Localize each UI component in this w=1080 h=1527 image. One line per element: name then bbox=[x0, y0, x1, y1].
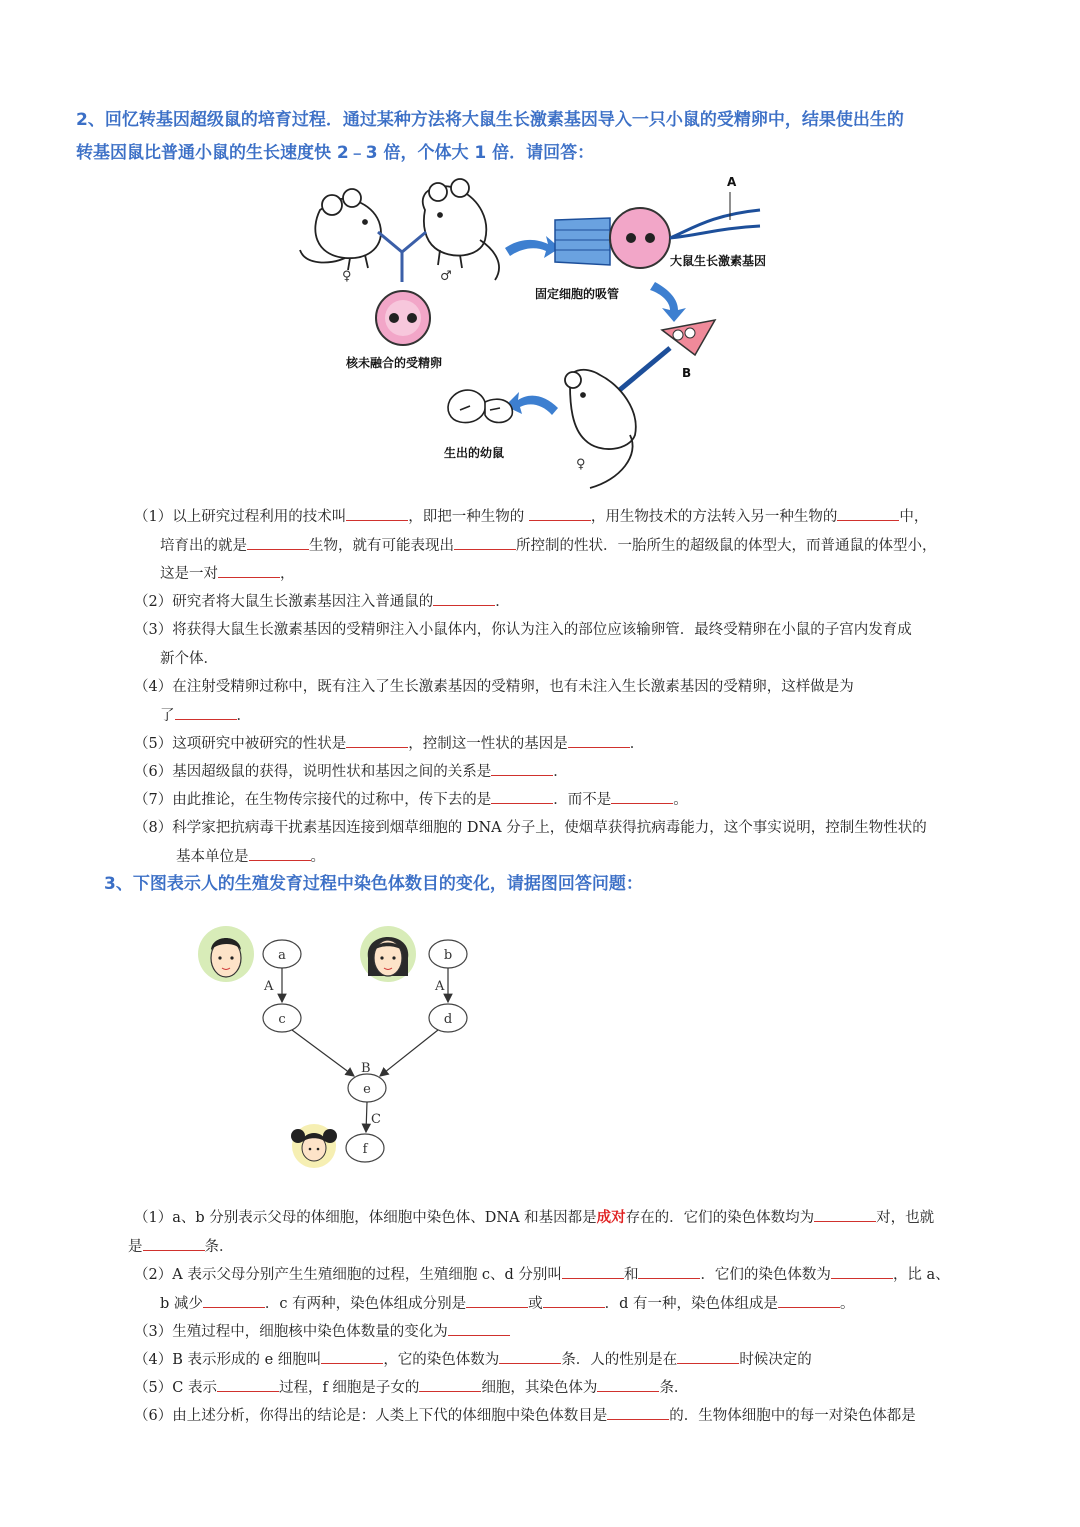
q2-title-line1: 2、回忆转基因超级鼠的培育过程．通过某种方法将大鼠生长激素基因导入一只小鼠的受精卵中，结果使出生的 bbox=[76, 110, 904, 130]
node-e-label: e bbox=[363, 1082, 371, 1097]
item-text: C 表示 bbox=[172, 1380, 217, 1396]
item-text: ．c 有两种，染色体组成分别是 bbox=[264, 1295, 467, 1312]
answer-blank[interactable] bbox=[597, 1375, 659, 1392]
item-text: 科学家把抗病毒干扰素基因连接到烟草细胞的 DNA 分子上，使烟草获得抗病毒能力，这个事实说明，控制生物性状的 bbox=[172, 820, 927, 836]
pups-label: 生出的幼鼠 bbox=[444, 446, 505, 460]
item-text: 生物，就有可能表现出 bbox=[309, 537, 454, 554]
item-number: （6） bbox=[134, 764, 173, 780]
item-number: （3） bbox=[134, 622, 173, 638]
answer-blank[interactable] bbox=[217, 1375, 279, 1392]
q3-title: 3、下图表示人的生殖发育过程中染色体数目的变化，请据图回答问题： bbox=[104, 874, 643, 894]
item-text: 研究者将大鼠生长激素基因注入普通鼠的 bbox=[172, 594, 434, 610]
item-number: （3） bbox=[134, 1324, 173, 1340]
edge-label-b: B bbox=[361, 1061, 371, 1076]
q3-item-4 bbox=[134, 1346, 1006, 1375]
item-text: 是 bbox=[128, 1238, 143, 1255]
pups-illustration bbox=[448, 390, 512, 422]
item-text: 存在的．它们的染色体数均为 bbox=[625, 1210, 815, 1226]
item-number: （4） bbox=[134, 1352, 173, 1368]
item-number: （5） bbox=[134, 736, 173, 752]
item-text: 生殖过程中，细胞核中染色体数量的变化为 bbox=[172, 1324, 448, 1340]
item-text: 了 bbox=[160, 707, 175, 724]
gene-label: 大鼠生长激素基因 bbox=[670, 254, 767, 268]
answer-blank[interactable] bbox=[491, 759, 553, 776]
injection-needle bbox=[670, 210, 760, 238]
item-text: 条． bbox=[659, 1380, 689, 1396]
mother-avatar bbox=[360, 926, 416, 982]
item-text: B 表示形成的 e 细胞叫 bbox=[172, 1352, 322, 1368]
item-text: 的．生物体细胞中的每一对染色体都是 bbox=[669, 1408, 916, 1424]
node-a-label: a bbox=[278, 948, 286, 963]
answer-blank[interactable] bbox=[247, 533, 309, 550]
node-b-label: b bbox=[443, 948, 453, 963]
item-text: 这是一对 bbox=[160, 566, 218, 582]
holding-pipette bbox=[555, 218, 610, 265]
item-text: 所控制的性状．一胎所生的超级鼠的体型大，而普通鼠的体型小， bbox=[516, 537, 937, 554]
item-text: A 表示父母分别产生生殖细胞的过程，生殖细胞 c、d 分别叫 bbox=[172, 1267, 562, 1283]
item-text: 。 bbox=[310, 848, 325, 865]
answer-blank[interactable] bbox=[419, 1375, 481, 1392]
egg-label: 核未融合的受精卵 bbox=[346, 356, 443, 370]
highlighted-answer: 成对 bbox=[596, 1209, 626, 1226]
item-text: ．而不是 bbox=[553, 792, 612, 808]
answer-blank[interactable] bbox=[203, 1291, 265, 1308]
q3-item-3 bbox=[134, 1318, 1006, 1347]
answer-blank[interactable] bbox=[321, 1347, 383, 1364]
answer-blank[interactable] bbox=[249, 844, 311, 861]
q2-title bbox=[76, 104, 1010, 170]
item-number: （6） bbox=[134, 1408, 173, 1424]
item-text: ，即把一种生物的 bbox=[408, 509, 529, 525]
answer-blank[interactable] bbox=[529, 504, 591, 521]
item-text: 。 bbox=[840, 1295, 855, 1312]
q3-item-1 bbox=[128, 1204, 1006, 1261]
item-text: 基因超级鼠的获得，说明性状和基因之间的关系是 bbox=[172, 764, 492, 780]
item-text: 细胞，其染色体为 bbox=[481, 1380, 598, 1396]
female-symbol-2: ♀ bbox=[576, 457, 586, 472]
item-number: （2） bbox=[134, 1267, 173, 1283]
item-text: 和 bbox=[623, 1267, 639, 1283]
item-text: 这项研究中被研究的性状是 bbox=[172, 736, 347, 752]
item-text: 条． bbox=[204, 1238, 234, 1255]
answer-blank[interactable] bbox=[466, 1291, 528, 1308]
answer-blank[interactable] bbox=[491, 787, 553, 804]
item-text: 基本单位是 bbox=[176, 848, 249, 865]
item-text: 由此推论，在生物传宗接代的过称中，传下去的是 bbox=[172, 792, 492, 808]
answer-blank[interactable] bbox=[448, 1319, 510, 1336]
q2-item-1 bbox=[134, 503, 1006, 589]
q2-item-6 bbox=[134, 758, 1006, 787]
q3-item-2 bbox=[134, 1261, 1006, 1318]
answer-blank[interactable] bbox=[218, 561, 280, 578]
answer-blank[interactable] bbox=[433, 589, 495, 606]
father-avatar bbox=[198, 926, 254, 982]
item-text: ，控制这一性状的基因是 bbox=[408, 736, 568, 752]
label-a: A bbox=[727, 175, 737, 189]
answer-blank[interactable] bbox=[562, 1262, 624, 1279]
answer-blank[interactable] bbox=[814, 1205, 876, 1222]
q2-item-5 bbox=[134, 730, 1006, 759]
q2-item-4 bbox=[134, 673, 1006, 730]
edge-label-c: C bbox=[371, 1112, 381, 1127]
answer-blank[interactable] bbox=[454, 533, 516, 550]
item-text: 对，也就 bbox=[876, 1210, 935, 1226]
q2-title-line2: 转基因鼠比普通小鼠的生长速度快 2﹣3 倍，个体大 1 倍．请回答： bbox=[76, 143, 595, 163]
male-symbol: ♂ bbox=[440, 269, 452, 284]
q2-item-7 bbox=[134, 786, 1006, 815]
answer-blank[interactable] bbox=[831, 1262, 893, 1279]
answer-blank[interactable] bbox=[175, 703, 237, 720]
item-text: 。 bbox=[673, 792, 688, 808]
item-number: （1） bbox=[134, 509, 173, 525]
q2-transgenic-mouse-figure bbox=[290, 170, 790, 495]
syringe bbox=[610, 320, 715, 398]
item-text: ． bbox=[495, 594, 510, 610]
item-text: ，比 a、 bbox=[892, 1267, 950, 1283]
item-text: ，用生物技术的方法转入另一种生物的 bbox=[590, 509, 838, 525]
item-text: ．d 有一种，染色体组成是 bbox=[604, 1295, 779, 1312]
node-f-label: f bbox=[362, 1142, 368, 1157]
female-symbol: ♀ bbox=[342, 269, 352, 284]
q2-item-3 bbox=[134, 616, 1006, 673]
item-text: 新个体． bbox=[160, 650, 218, 667]
item-text: ． bbox=[629, 736, 645, 752]
answer-blank[interactable] bbox=[638, 1262, 700, 1279]
injected-egg bbox=[610, 208, 670, 268]
item-text: 由上述分析，你得出的结论是：人类上下代的体细胞中染色体数目是 bbox=[172, 1408, 608, 1424]
item-text: 在注射受精卵过称中，既有注入了生长激素基因的受精卵，也有未注入生长激素基因的受精卵，这样做是为 bbox=[172, 679, 854, 695]
item-text: a、b 分别表示父母的体细胞，体细胞中染色体、DNA 和基因都是 bbox=[172, 1210, 597, 1226]
male-mouse-illustration bbox=[423, 179, 499, 280]
female-mouse-illustration bbox=[300, 189, 381, 270]
item-text: ． bbox=[553, 764, 568, 780]
item-text: ， bbox=[280, 566, 295, 582]
answer-blank[interactable] bbox=[568, 731, 630, 748]
item-number: （7） bbox=[134, 792, 173, 808]
item-text: ．它们的染色体数为 bbox=[700, 1267, 831, 1283]
label-b: B bbox=[682, 366, 692, 380]
item-text: b 减少 bbox=[160, 1295, 203, 1312]
item-number: （2） bbox=[134, 594, 173, 610]
edge-label-a2: A bbox=[435, 979, 445, 994]
item-number: （1） bbox=[134, 1210, 173, 1226]
item-text: 培育出的就是 bbox=[160, 537, 247, 554]
item-text: 将获得大鼠生长激素基因的受精卵注入小鼠体内，你认为注入的部位应该输卵管．最终受精卵在小鼠的子宫内发育成 bbox=[172, 622, 912, 638]
arrow-right-icon bbox=[505, 236, 560, 258]
q3-item-6 bbox=[134, 1402, 1006, 1431]
child-avatar bbox=[291, 1124, 337, 1168]
answer-blank[interactable] bbox=[778, 1291, 840, 1308]
item-text: ． bbox=[236, 707, 251, 724]
q2-item-2 bbox=[134, 588, 1006, 617]
item-text: 或 bbox=[528, 1295, 543, 1312]
edge-label-a1: A bbox=[264, 979, 274, 994]
answer-blank[interactable] bbox=[499, 1347, 561, 1364]
answer-blank[interactable] bbox=[346, 731, 408, 748]
item-text: 以上研究过程利用的技术叫 bbox=[172, 509, 347, 525]
q3-item-5 bbox=[134, 1374, 1006, 1403]
item-text: ，它的染色体数为 bbox=[383, 1352, 500, 1368]
pipette-label: 固定细胞的吸管 bbox=[535, 287, 620, 301]
answer-blank[interactable] bbox=[677, 1347, 739, 1364]
node-c-label: c bbox=[278, 1012, 286, 1027]
item-text: 时候决定的 bbox=[739, 1352, 812, 1368]
answer-blank[interactable] bbox=[611, 787, 673, 804]
answer-blank[interactable] bbox=[143, 1234, 205, 1251]
q2-item-8 bbox=[134, 814, 1006, 871]
answer-blank[interactable] bbox=[607, 1403, 669, 1420]
arrow-down-icon bbox=[650, 282, 686, 322]
item-number: （8） bbox=[134, 820, 173, 836]
answer-blank[interactable] bbox=[346, 504, 408, 521]
item-text: 过程，f 细胞是子女的 bbox=[278, 1380, 420, 1396]
item-number: （4） bbox=[134, 679, 173, 695]
item-text: 条．人的性别是在 bbox=[561, 1352, 678, 1368]
item-number: （5） bbox=[134, 1380, 173, 1396]
answer-blank[interactable] bbox=[837, 504, 899, 521]
item-text: 中， bbox=[899, 509, 929, 525]
q3-chromosome-diagram bbox=[192, 918, 492, 1173]
answer-blank[interactable] bbox=[543, 1291, 605, 1308]
node-d-label: d bbox=[443, 1012, 453, 1027]
